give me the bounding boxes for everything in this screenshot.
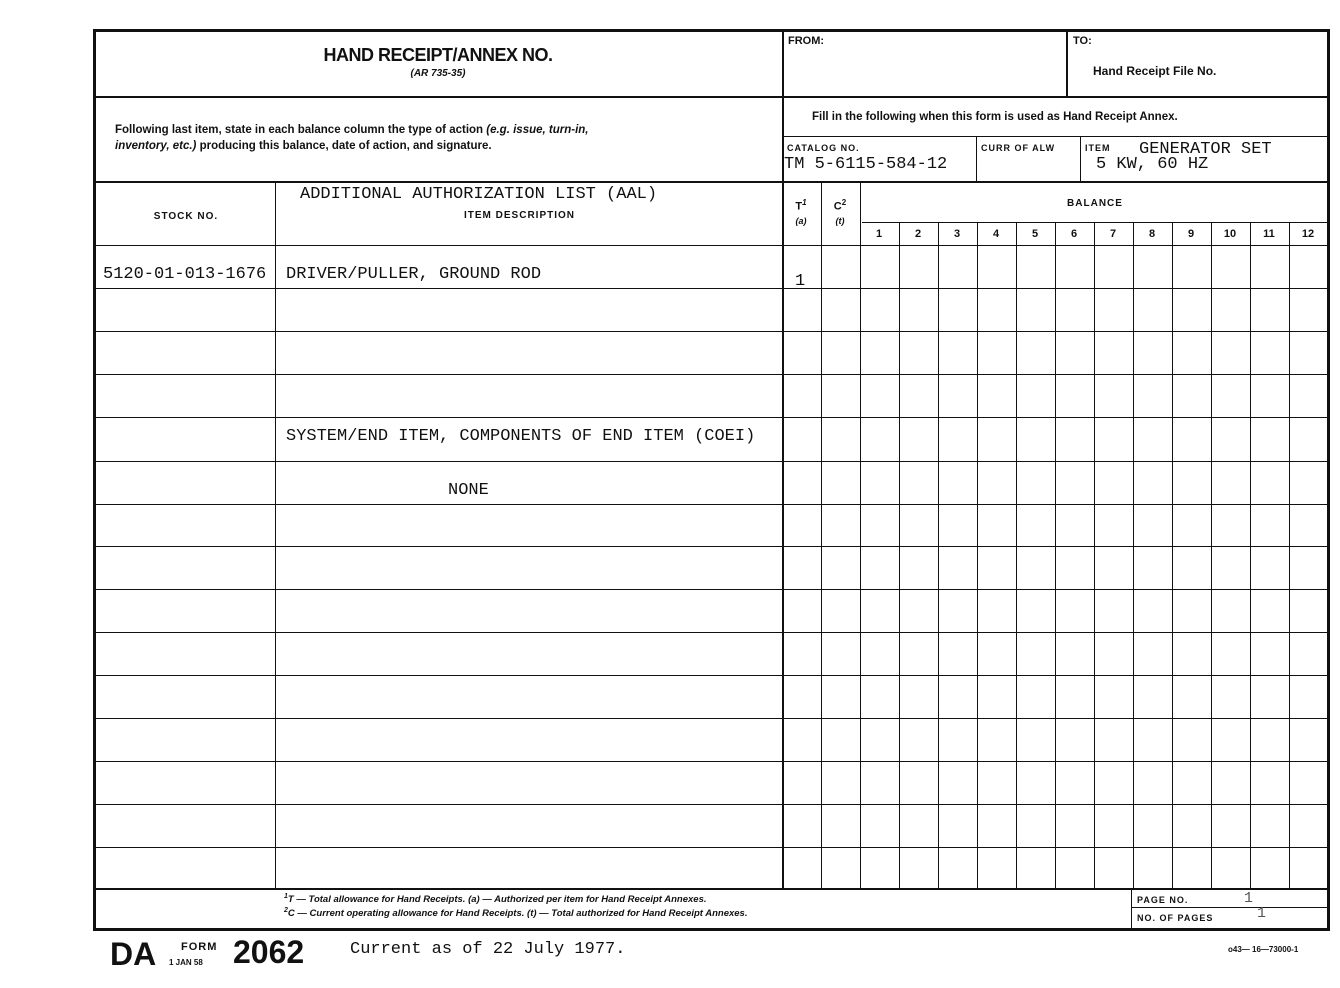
footer-page-divider xyxy=(1131,889,1132,929)
balance-column-number: 9 xyxy=(1187,228,1195,240)
row-rule xyxy=(94,417,1328,418)
form-word: FORM xyxy=(181,941,218,953)
footnote-2-text: C — Current operating allowance for Hand Receipts. (t) — Total authorized for Hand Receipt Annexes. xyxy=(287,908,748,920)
catalog-value[interactable]: TM 5-6115-584-12 xyxy=(784,155,948,174)
stock-no-header: STOCK NO. xyxy=(153,211,219,222)
to-label: TO: xyxy=(1073,35,1092,47)
balance-column-number: 3 xyxy=(953,228,961,240)
row-rule xyxy=(94,718,1328,719)
instructions-line-1 xyxy=(115,124,589,136)
balance-header: BALANCE xyxy=(1067,198,1123,209)
curr-label: CURR OF ALW xyxy=(981,143,1056,153)
balance-column-number: 12 xyxy=(1301,228,1315,240)
row-rule xyxy=(94,504,1328,505)
balance-column-number: 8 xyxy=(1148,228,1156,240)
instructions-2a: inventory, etc.) xyxy=(115,140,197,152)
form-da: DA xyxy=(110,936,157,972)
row-rule xyxy=(94,847,1328,848)
balance-column-number: 4 xyxy=(992,228,1000,240)
annex-note: Fill in the following when this form is used as Hand Receipt Annex. xyxy=(812,111,1178,123)
form-date: 1 JAN 58 xyxy=(169,958,203,967)
c-header-sup: 2 xyxy=(841,198,847,207)
instructions-1b: (e.g. issue, turn-in, xyxy=(486,124,589,136)
row-rule xyxy=(94,761,1328,762)
item-description-header: ITEM DESCRIPTION xyxy=(464,210,576,221)
row-rule xyxy=(94,374,1328,375)
page-no-label: PAGE NO. xyxy=(1137,895,1189,905)
t-header xyxy=(786,198,816,213)
file-no-label: Hand Receipt File No. xyxy=(1093,64,1217,78)
footnote-1 xyxy=(284,893,707,905)
balance-column-number: 5 xyxy=(1031,228,1039,240)
page-no-value[interactable]: 1 xyxy=(1244,890,1254,907)
row-rule xyxy=(94,245,1328,246)
form-title: HAND RECEIPT/ANNEX NO. xyxy=(323,45,553,65)
balance-column-divider xyxy=(1055,223,1056,889)
header-divider-to xyxy=(1066,30,1068,96)
balance-column-divider xyxy=(1289,223,1290,889)
row-1-t-value[interactable]: 1 xyxy=(795,272,806,291)
curr-field[interactable] xyxy=(978,156,1078,178)
from-label: FROM: xyxy=(788,35,825,47)
row-rule xyxy=(94,632,1328,633)
instructions-2b: producing this balance, date of action, and signature. xyxy=(196,140,492,152)
print-code: o43— 16—73000-1 xyxy=(1228,945,1299,954)
c-header-label: C xyxy=(833,200,842,213)
instructions-1a: Following last item, state in each balance column the type of action xyxy=(115,124,487,136)
current-as-of: Current as of 22 July 1977. xyxy=(350,940,626,959)
balance-column-divider xyxy=(1172,223,1173,889)
footnote-2-sup: 2 xyxy=(284,907,288,914)
row-1-description[interactable]: DRIVER/PULLER, GROUND ROD xyxy=(286,265,542,284)
footnote-1-sup: 1 xyxy=(284,893,288,900)
row-rule xyxy=(94,589,1328,590)
pages-label: NO. OF PAGES xyxy=(1137,913,1214,923)
catalog-label: CATALOG NO. xyxy=(787,143,860,153)
columns-top-rule xyxy=(94,181,1328,183)
balance-column-divider xyxy=(1211,223,1212,889)
balance-column-divider xyxy=(899,223,900,889)
regulation-ref: (AR 735-35) xyxy=(410,68,466,79)
header-bottom-rule xyxy=(94,96,1328,98)
row-rule xyxy=(94,461,1328,462)
balance-column-number: 2 xyxy=(914,228,922,240)
coei-none: NONE xyxy=(448,481,489,500)
instructions-line-2 xyxy=(115,140,492,152)
balance-column-number: 1 xyxy=(875,228,883,240)
footnote-1-text: T — Total allowance for Hand Receipts. (a) — Authorized per item for Hand Receipt Annexes. xyxy=(287,894,707,906)
row-rule xyxy=(94,288,1328,289)
row-rule xyxy=(94,804,1328,805)
header-divider-from xyxy=(782,30,784,96)
item-label: ITEM xyxy=(1085,143,1111,153)
c-header-sub: (t) xyxy=(835,216,845,226)
item-value-2[interactable]: 5 KW, 60 HZ xyxy=(1096,155,1209,174)
balance-column-divider xyxy=(1250,223,1251,889)
item-value-1[interactable]: GENERATOR SET xyxy=(1139,140,1272,159)
t-header-sup: 1 xyxy=(802,198,807,207)
footer-page-rule xyxy=(1131,907,1328,908)
balance-column-divider xyxy=(1133,223,1134,889)
t-header-sub: (a) xyxy=(795,216,807,226)
row-rule xyxy=(94,331,1328,332)
from-field[interactable] xyxy=(786,50,1062,94)
balance-sub-rule xyxy=(862,222,1328,223)
balance-column-number: 11 xyxy=(1263,228,1275,240)
footnote-2 xyxy=(284,907,747,919)
annex-top-rule xyxy=(783,136,1328,137)
row-rule xyxy=(94,546,1328,547)
pages-value[interactable]: 1 xyxy=(1257,905,1267,922)
c-header xyxy=(824,198,856,213)
curr-divider xyxy=(1080,137,1081,181)
t-header-label: T xyxy=(795,200,803,213)
balance-column-number: 7 xyxy=(1109,228,1117,240)
catalog-divider xyxy=(976,137,977,181)
balance-column-number: 10 xyxy=(1223,228,1237,240)
aal-title: ADDITIONAL AUTHORIZATION LIST (AAL) xyxy=(300,185,658,204)
coei-heading: SYSTEM/END ITEM, COMPONENTS OF END ITEM (COEI) xyxy=(286,427,756,446)
balance-column-divider xyxy=(1016,223,1017,889)
row-rule xyxy=(94,675,1328,676)
balance-column-divider xyxy=(938,223,939,889)
balance-column-divider xyxy=(977,223,978,889)
row-1-stock-no[interactable]: 5120-01-013-1676 xyxy=(103,265,267,284)
balance-column-number: 6 xyxy=(1070,228,1078,240)
form-number: 2062 xyxy=(233,934,305,970)
footer-top-rule xyxy=(94,888,1328,890)
balance-column-divider xyxy=(1094,223,1095,889)
